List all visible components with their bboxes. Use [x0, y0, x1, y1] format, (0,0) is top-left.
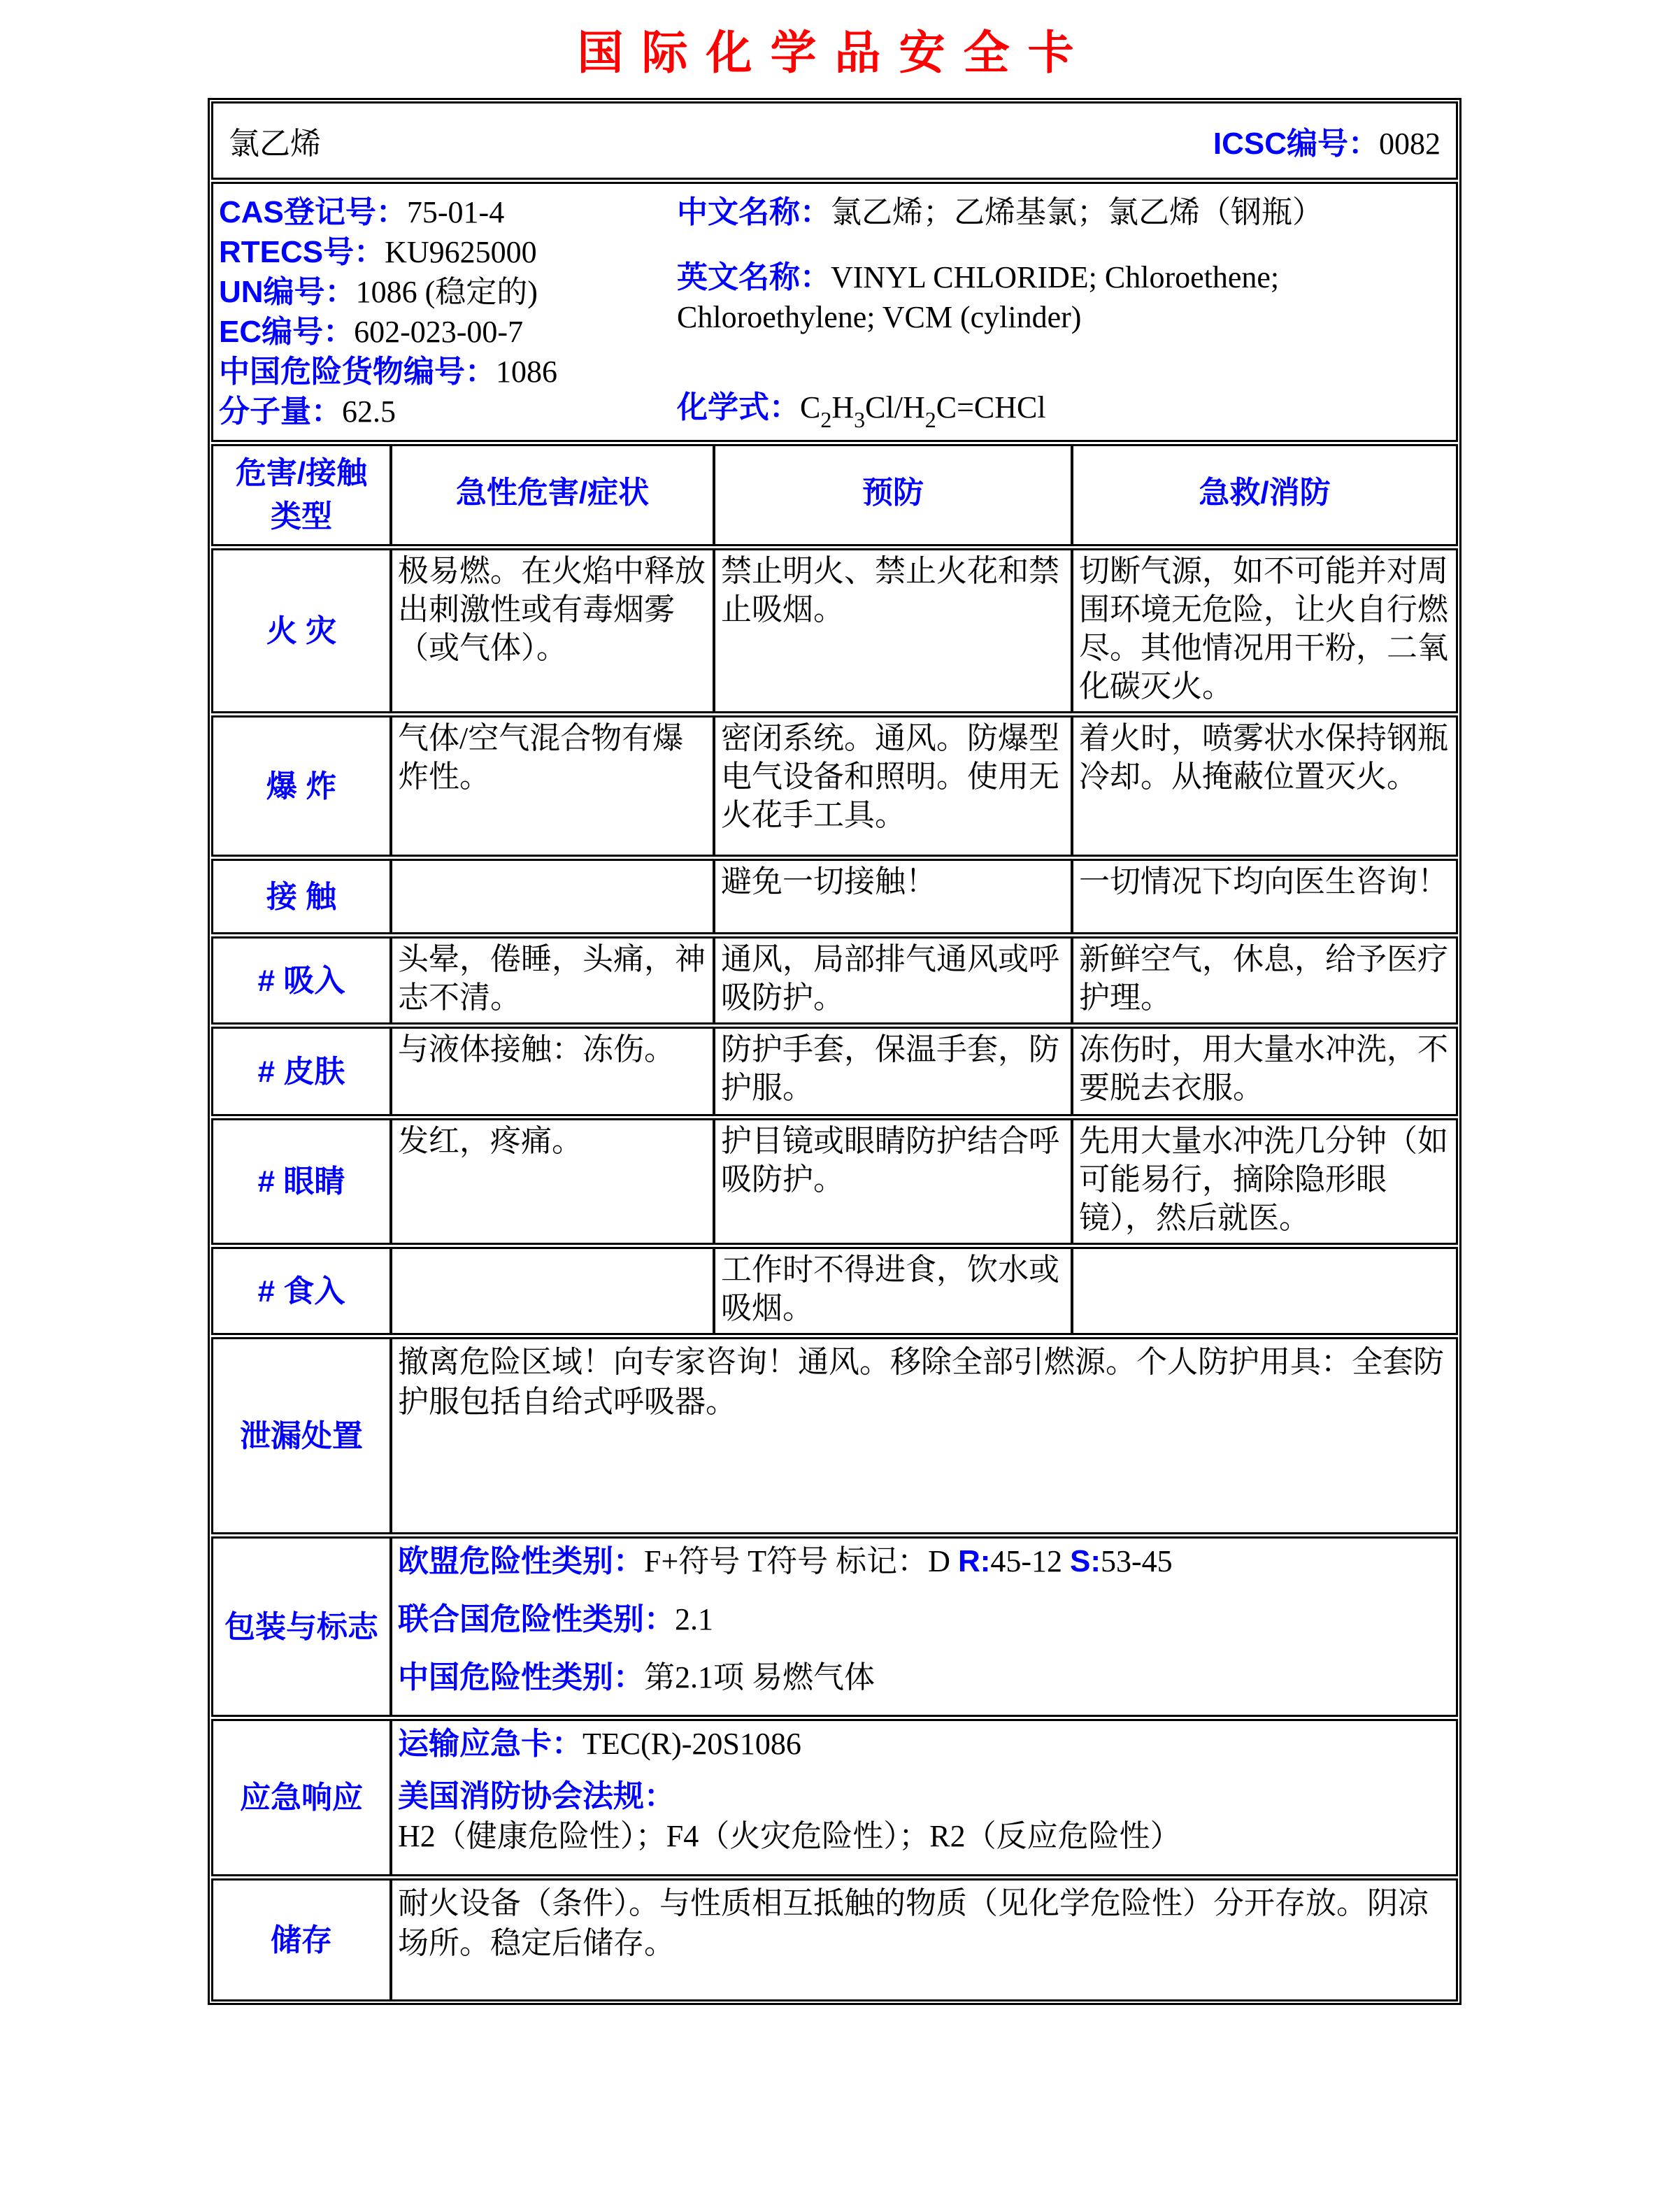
rtecs-label: RTECS号： [219, 235, 385, 269]
hazard-type-label: 火 灾 [266, 613, 337, 648]
hazard-row-fire [211, 548, 1458, 713]
s-phrase-value: 53-45 [1101, 1544, 1173, 1578]
hazard-table-header [211, 444, 1458, 546]
un-hazard-class-value: 2.1 [675, 1602, 713, 1636]
symptoms-cell: 发红，疼痛。 [390, 1120, 713, 1243]
china-dg-label: 中国危险货物编号： [219, 355, 496, 389]
packaging-labelling-section [211, 1536, 1458, 1717]
spill-disposal-label: 泄漏处置 [240, 1418, 363, 1453]
spill-disposal-content: 撤离危险区域！向专家咨询！通风。移除全部引燃源。个人防护用具：全套防护服包括自给式呼吸器。 [390, 1339, 1456, 1532]
ec-label: EC编号： [219, 315, 355, 349]
transport-emergency-card-label: 运输应急卡： [398, 1727, 583, 1761]
english-name-label: 英文名称： [677, 260, 831, 294]
hazard-type-label: # 眼睛 [257, 1164, 345, 1199]
hazard-row-explosion [211, 715, 1458, 857]
chinese-name-value: 氯乙烯；乙烯基氯；氯乙烯（钢瓶） [831, 195, 1323, 229]
icsc-number-label: ICSC编号： [1213, 127, 1379, 161]
id-row-cas [219, 192, 677, 232]
hazard-type-header-line1: 危害/接触 [235, 456, 368, 490]
emergency-response-section [211, 1719, 1458, 1876]
chinese-name-line [677, 192, 1448, 232]
hazard-type-header-line2: 类型 [270, 499, 332, 534]
packaging-labelling-content [390, 1539, 1456, 1715]
emergency-response-label: 应急响应 [240, 1781, 363, 1815]
icsc-number-group [1213, 118, 1441, 163]
prevention-cell: 避免一切接触！ [713, 861, 1071, 932]
spill-disposal-section [211, 1337, 1458, 1534]
prevention-cell: 密闭系统。通风。防爆型电气设备和照明。使用无火花手工具。 [713, 718, 1071, 855]
id-row-molweight [219, 392, 677, 431]
cas-value: 75-01-4 [406, 195, 505, 229]
firstaid-cell: 切断气源，如不可能并对周围环境无危险，让火自行燃尽。其他情况用干粉，二氧化碳灭火。 [1071, 550, 1456, 711]
eu-hazard-class-label: 欧盟危险性类别： [398, 1544, 644, 1578]
hazard-type-label: 接 触 [266, 879, 337, 914]
firstaid-cell: 冻伤时，用大量水冲洗，不要脱去衣服。 [1071, 1029, 1456, 1114]
id-row-china-dg [219, 352, 677, 392]
id-row-rtecs [219, 232, 677, 272]
nfpa-code-label: 美国消防协会法规： [398, 1779, 675, 1813]
firstaid-header: 急救/消防 [1071, 446, 1456, 544]
symptoms-header: 急性危害/症状 [390, 446, 713, 544]
packaging-labelling-label: 包装与标志 [224, 1609, 378, 1644]
china-hazard-class-line [398, 1657, 1446, 1697]
r-phrase-label: R: [957, 1544, 991, 1578]
china-hazard-class-value: 第2.1项 易燃气体 [644, 1660, 875, 1694]
id-row-un [219, 272, 677, 312]
hazard-row-exposure [211, 859, 1458, 934]
identification-section [211, 182, 1458, 442]
firstaid-cell: 一切情况下均向医生咨询！ [1071, 861, 1456, 932]
chemical-name: 氯乙烯 [229, 127, 321, 161]
prevention-cell: 工作时不得进食，饮水或吸烟。 [713, 1249, 1071, 1333]
china-dg-value: 1086 [496, 355, 557, 389]
hazard-row-ingestion [211, 1247, 1458, 1335]
firstaid-cell: 新鲜空气，休息，给予医疗护理。 [1071, 939, 1456, 1022]
hazard-row-eyes [211, 1118, 1458, 1245]
english-name-line [677, 257, 1383, 337]
prevention-cell: 护目镜或眼睛防护结合呼吸防护。 [713, 1120, 1071, 1243]
formula-line [677, 387, 1448, 432]
id-names-block [677, 192, 1456, 431]
symptoms-cell: 头晕，倦睡，头痛，神志不清。 [390, 939, 713, 1022]
prevention-cell: 通风，局部排气通风或呼吸防护。 [713, 939, 1071, 1022]
rtecs-value: KU9625000 [385, 235, 537, 269]
molweight-value: 62.5 [342, 394, 396, 429]
symptoms-cell: 与液体接触：冻伤。 [390, 1029, 713, 1114]
formula-label: 化学式： [677, 390, 800, 424]
formula-value: $C_2H_3Cl/H_2C=CHCl$ [800, 390, 1046, 432]
prevention-cell: 禁止明火、禁止火花和禁止吸烟。 [713, 550, 1071, 711]
nfpa-code-value: H2（健康危险性）；F4（火灾危险性）；R2（反应危险性） [398, 1819, 1181, 1853]
transport-emergency-card-line [398, 1724, 1446, 1764]
storage-content: 耐火设备（条件）。与性质相互抵触的物质（见化学危险性）分开存放。阴凉场所。稳定后储存。 [390, 1881, 1456, 1999]
prevention-header: 预防 [713, 446, 1071, 544]
un-hazard-class-label: 联合国危险性类别： [398, 1602, 675, 1636]
storage-section [211, 1878, 1458, 2001]
un-hazard-class-line [398, 1599, 1446, 1639]
china-hazard-class-label: 中国危险性类别： [398, 1660, 644, 1694]
page-title: 国际化学品安全卡 [577, 27, 1092, 78]
symptoms-cell: 气体/空气混合物有爆炸性。 [390, 718, 713, 855]
firstaid-cell: 着火时，喷雾状水保持钢瓶冷却。从掩蔽位置灭火。 [1071, 718, 1456, 855]
icsc-card [208, 98, 1462, 2005]
storage-label: 储存 [271, 1922, 332, 1957]
english-name-value: VINYL CHLORIDE; Chloroethene; Chloroethylene; VCM (cylinder) [677, 260, 1280, 334]
symptoms-cell [390, 861, 713, 932]
hazard-type-label: # 皮肤 [257, 1054, 345, 1089]
molweight-label: 分子量： [219, 394, 342, 429]
icsc-number-value: 0082 [1379, 127, 1441, 161]
symptoms-cell [390, 1249, 713, 1333]
symptoms-cell: 极易燃。在火焰中释放出刺激性或有毒烟雾（或气体）。 [390, 550, 713, 711]
chinese-name-label: 中文名称： [677, 195, 831, 229]
prevention-cell: 防护手套，保温手套，防护服。 [713, 1029, 1071, 1114]
hazard-row-inhalation [211, 936, 1458, 1025]
hazard-row-skin [211, 1027, 1458, 1116]
nfpa-code-line [398, 1776, 1446, 1856]
un-value: 1086 (稳定的) [355, 275, 538, 309]
r-phrase-value: 45-12 [990, 1544, 1071, 1578]
firstaid-cell [1071, 1249, 1456, 1333]
eu-hazard-class-line: 欧盟危险性类别：F+符号 T符号 标记：D R:45-12 S:53-45 [398, 1544, 1173, 1578]
card-header-row [211, 101, 1458, 180]
hazard-type-label: 爆 炸 [266, 769, 337, 804]
cas-label: CAS登记号： [219, 195, 407, 229]
firstaid-cell: 先用大量水冲洗几分钟（如可能易行，摘除隐形眼镜），然后就医。 [1071, 1120, 1456, 1243]
hazard-type-label: # 食入 [257, 1273, 345, 1308]
transport-emergency-card-value: TEC(R)-20S1086 [583, 1727, 801, 1761]
id-row-ec [219, 312, 677, 352]
id-number-list [219, 192, 677, 431]
un-label: UN编号： [219, 275, 356, 309]
s-phrase-label: S: [1070, 1544, 1101, 1578]
ec-value: 602-023-00-7 [354, 315, 524, 349]
hazard-type-label: # 吸入 [257, 963, 345, 998]
emergency-response-content [390, 1721, 1456, 1874]
hazard-type-header [213, 446, 390, 544]
